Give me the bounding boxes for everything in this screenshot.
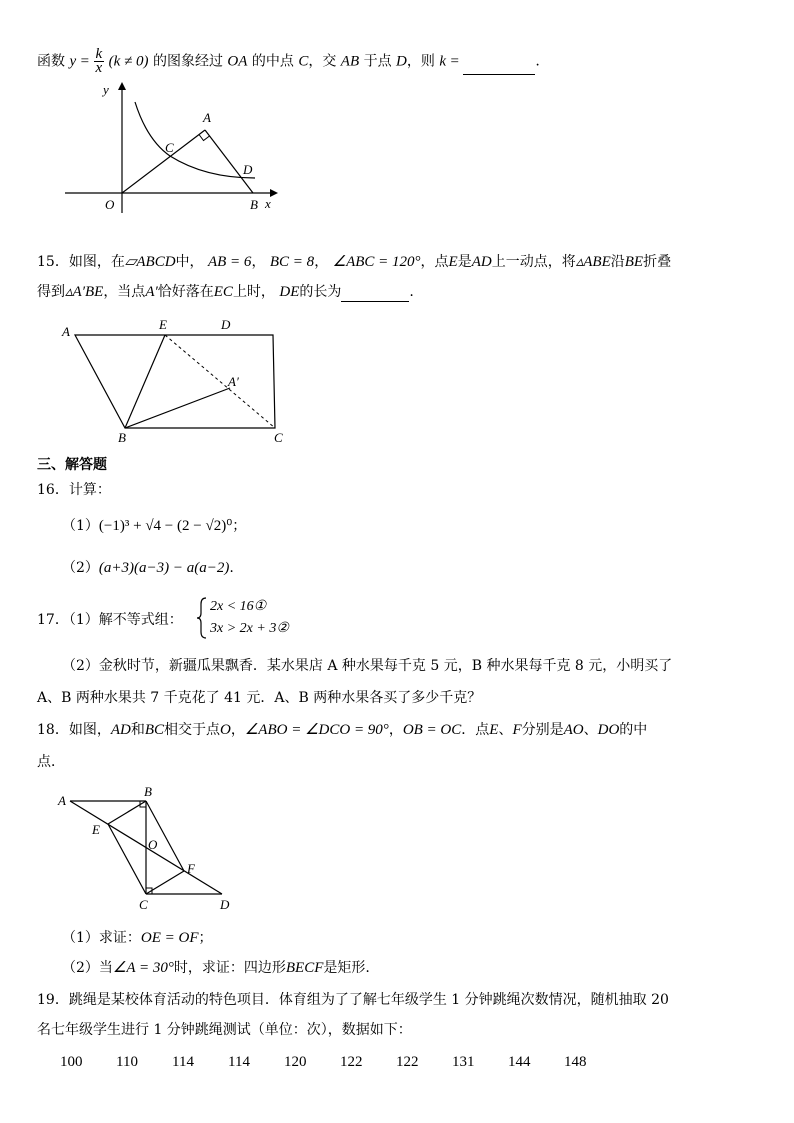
q17-ineq2: 3x > 2x + 3② (210, 621, 289, 636)
q14-mid5: ，则 (406, 53, 435, 70)
q18-p2-label: （2）当 (62, 960, 113, 976)
q15-text-a: 15．如图，在 (37, 254, 125, 270)
q18-e: E (489, 722, 499, 738)
q18-bc: BC (144, 722, 164, 738)
q15-answer-blank[interactable] (341, 285, 409, 302)
q17-brace (196, 596, 208, 640)
q14-mid2: 的中点 (251, 53, 294, 70)
q19-data-value: 131 (452, 1054, 475, 1070)
fig14-label-a: A (203, 110, 211, 125)
q18-p1-label: （1）求证： (62, 930, 141, 946)
q18-text-f: ．点 (461, 722, 490, 738)
q14-mid3: ，交 (308, 53, 337, 70)
q19-data-value: 120 (284, 1054, 307, 1070)
q14-frac-den: x (95, 60, 103, 76)
q18-text-e: ， (388, 722, 403, 738)
q19-data-value: 110 (116, 1054, 138, 1070)
q18-text-j: 的中 (619, 722, 648, 738)
q19-data-value: 114 (172, 1054, 194, 1070)
q18-p1-end: ； (198, 930, 213, 946)
q18-ad: AD (110, 722, 131, 738)
fig18-label-b: B (144, 784, 152, 799)
q16-p1-label: （1） (62, 518, 99, 534)
fig15-label-a: A (62, 324, 70, 339)
q14-answer-blank[interactable] (463, 58, 535, 75)
q15-text-l: 的长为 (299, 284, 342, 300)
q15-text-h: 得到 (37, 284, 65, 300)
q19-data-value: 122 (396, 1054, 419, 1070)
q15-ad: AD (471, 254, 492, 270)
q15-angle: ∠ABC = 120° (332, 254, 421, 270)
fig15-label-e: E (159, 317, 167, 332)
q18-angle: ∠ABO = ∠DCO = 90° (244, 722, 389, 738)
q18-text-h: 分别是 (521, 722, 564, 738)
figure-15 (55, 315, 300, 450)
q19-data-value: 100 (60, 1054, 83, 1070)
q15-text-j: 恰好落在 (157, 284, 214, 300)
fig15-label-ap: A′ (228, 374, 239, 389)
q14-frac-num: k (95, 46, 103, 62)
fig18-label-c: C (139, 897, 148, 912)
q14-k: k (439, 53, 446, 70)
q14-eq: = (80, 53, 90, 70)
q15-text-d: 是 (457, 254, 472, 270)
fig18-label-d: D (220, 897, 230, 912)
q16-p2-label: （2） (62, 560, 99, 576)
q16-p2-end: . (229, 560, 234, 576)
q18-p1-expr: OE = OF (140, 930, 199, 946)
q15-text-k: 上时， (232, 284, 275, 300)
q18-p2-expr: ∠A = 30° (112, 960, 174, 976)
q18-p2-end: 是矩形. (323, 960, 370, 976)
q14-mid4: 于点 (363, 53, 392, 70)
fig18-label-o: O (148, 837, 158, 852)
q15-text-b: 中， (175, 254, 204, 270)
q15-de: DE (279, 284, 300, 300)
q18-p2-becf: BECF (285, 960, 324, 976)
fig14-label-o: O (105, 197, 115, 212)
q17-part2-line1: （2）金秋时节，新疆瓜果飘香．某水果店 A 种水果每千克 5 元，B 种水果每千克 8 元，小明买了 (62, 658, 673, 674)
fig14-label-x: x (265, 196, 271, 211)
q14-end: . (535, 53, 540, 70)
fig14-label-b: B (250, 197, 258, 212)
q16-p2-expr: (a+3)(a−3) − a(a−2) (98, 560, 230, 576)
q15-line1 (37, 252, 671, 272)
q19-data-row (60, 1054, 620, 1071)
q14-mid1: 的图象经过 (152, 53, 223, 70)
q18-f: F (512, 722, 522, 738)
q16-title: 16．计算： (37, 482, 111, 498)
q18-p2-mid: 时，求证：四边形 (173, 960, 286, 976)
fig15-label-d: D (221, 317, 231, 332)
q18-text-g: 、 (498, 722, 513, 738)
q15-text-i: ，当点 (103, 284, 146, 300)
fig15-label-b: B (118, 430, 126, 445)
q16-part1 (62, 516, 246, 536)
fig14-label-y: y (103, 82, 109, 97)
fig14-label-d: D (243, 162, 253, 177)
q14-c: C (298, 53, 309, 70)
q19-line1: 19．跳绳是某校体育活动的特色项目．体育组为了了解七年级学生 1 分钟跳绳次数情况，随机抽取 20 (37, 992, 669, 1008)
q14-eq2: = (450, 53, 459, 70)
section-3-title: 三、解答题 (37, 457, 107, 473)
q15-be: BE (624, 254, 644, 270)
q18-do: DO (597, 722, 620, 738)
q18-text-i: 、 (583, 722, 598, 738)
q18-line1 (37, 720, 647, 740)
fig15-label-c: C (274, 430, 283, 445)
q19-line2: 名七年级学生进行 1 分钟跳绳测试（单位：次），数据如下： (37, 1022, 412, 1038)
q15-e: E (448, 254, 458, 270)
q15-tri2: ▵A′BE (65, 284, 104, 300)
q19-data-value: 122 (340, 1054, 363, 1070)
q17-title: 17．（1）解不等式组： (37, 612, 183, 628)
q15-sep1: ， (251, 254, 266, 270)
q18-text-d: ， (230, 722, 245, 738)
q15-para: ▱ABCD (124, 254, 176, 270)
q15-text-g: 折叠 (643, 254, 672, 270)
q19-data-value: 114 (228, 1054, 250, 1070)
q16-p1-end: ； (232, 518, 247, 534)
q18-ao: AO (563, 722, 584, 738)
q18-oboc: OB = OC (402, 722, 462, 738)
fig18-label-f: F (187, 861, 195, 876)
q14-func-y: y (69, 53, 77, 70)
q18-part1 (62, 928, 213, 948)
q15-ec: EC (213, 284, 233, 300)
q15-line2 (37, 282, 414, 302)
q14-fraction (94, 48, 105, 75)
q15-tri: ▵ABE (575, 254, 611, 270)
q15-text-e: 上一动点，将 (491, 254, 576, 270)
q14-text (37, 48, 540, 75)
q14-ab: AB (340, 53, 360, 70)
q14-oa: OA (227, 53, 248, 70)
q14-prefix: 函数 (37, 53, 65, 70)
q18-text-b: 和 (130, 722, 145, 738)
fig18-label-a: A (58, 793, 66, 808)
q14-condition: (k ≠ 0) (108, 53, 149, 70)
q16-p1-expr: (−1)³ + √4 − (2 − √2)⁰ (98, 518, 233, 534)
q18-part2 (62, 958, 370, 978)
fig14-label-c: C (165, 140, 174, 155)
figure-18 (55, 783, 245, 913)
q19-data-value: 148 (564, 1054, 587, 1070)
q19-data-value: 144 (508, 1054, 531, 1070)
q16-part2 (62, 558, 234, 578)
q17-part2-line2: A、B 两种水果共 7 千克花了 41 元．A、B 两种水果各买了多少千克？ (37, 690, 482, 706)
fig18-label-e: E (92, 822, 100, 837)
figure-14 (55, 78, 290, 218)
q17-ineq1: 2x < 16① (210, 599, 267, 614)
q15-text-c: ，点 (420, 254, 449, 270)
q18-text-c: 相交于点 (164, 722, 220, 738)
q18-text-a: 18．如图， (37, 722, 111, 738)
q15-end: . (409, 284, 414, 300)
q15-bc: BC = 8 (269, 254, 315, 270)
q18-line2: 点． (37, 754, 65, 770)
q14-d: D (396, 53, 407, 70)
q15-text-f: 沿 (610, 254, 625, 270)
q15-sep2: ， (314, 254, 329, 270)
q15-ap: A′ (145, 284, 158, 300)
q18-o: O (220, 722, 231, 738)
q15-ab: AB = 6 (207, 254, 252, 270)
